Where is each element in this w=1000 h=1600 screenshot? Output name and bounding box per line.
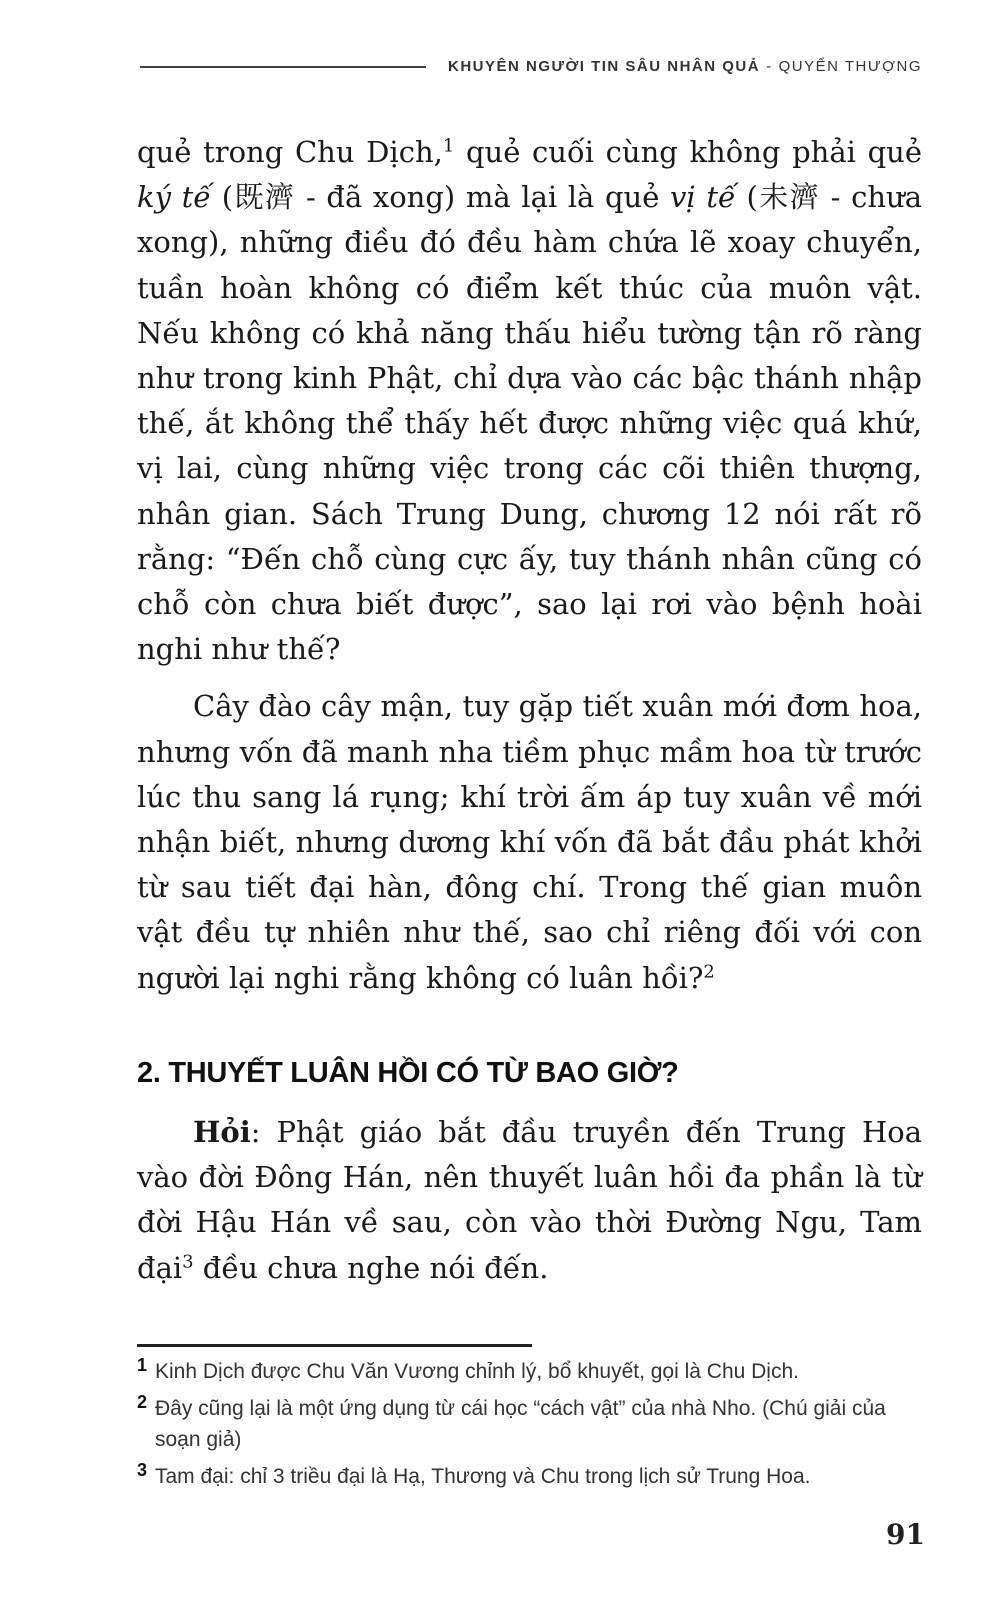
page-number: 91 [886,1518,925,1551]
header-rule [140,66,426,68]
footnote-3 [137,1461,937,1492]
paragraph-1 [137,130,922,672]
footnote-ref-1: 1 [442,135,455,157]
paragraph-3 [137,1110,922,1291]
para1-text-4: (未濟 - chưa xong), những điều đó đều hàm chứa lẽ xoay chuyển, tuần hoàn không có điểm kết thúc của muôn vật. Nếu không có khả năng thấu hiểu tường tận rõ ràng như trong kinh Phật, chỉ dựa vào các bậc thánh nhập thế, ắt không thể thấy hết được những việc quá khứ, vị lai, cùng những việc trong các cõi thiên thượng, nhân gian. Sách Trung Dung, chương 12 nói rất rõ rằng: “Đến chỗ cùng cực ấy, tuy thánh nhân cũng có chỗ còn chưa biết được”, sao lại rơi vào bệnh hoài nghi như thế? [137,180,922,667]
page-body [137,130,922,1291]
footnote-1 [137,1356,937,1387]
para1-text-2: quẻ cuối cùng không phải quẻ [454,135,922,169]
paragraph-2 [137,684,922,1000]
footnote-text: Đây cũng lại là một ứng dụng từ cái học “cách vật” của nhà Nho. (Chú giải của soạn giả) [155,1397,886,1451]
footnote-mark: 3 [137,1460,148,1480]
footnote-mark: 2 [137,1392,148,1412]
term-ky-te: ký tế [137,180,212,215]
footnote-ref-3: 3 [182,1251,194,1273]
para1-text-3: (既濟 - đã xong) mà lại là quẻ [211,180,671,215]
para2-text: Cây đào cây mận, tuy gặp tiết xuân mới đơm hoa, nhưng vốn đã manh nha tiềm phục mầm hoa từ trước lúc thu sang lá rụng; khí trời ấm áp tuy xuân về mới nhận biết, nhưng dương khí vốn đã bắt đầu phát khởi từ sau tiết đại hàn, đông chí. Trong thế gian muôn vật đều tự nhiên như thế, sao chỉ riêng đối với con người lại nghi rằng không có luân hồi? [137,689,922,995]
footnote-mark: 1 [137,1355,148,1375]
header-separator: - [766,58,773,75]
para3-tail: đều chưa nghe nói đến. [193,1250,549,1285]
question-label: Hỏi [193,1115,251,1150]
volume-title: QUYỂN THƯỢNG [778,58,922,75]
para3-text: : Phật giáo bắt đầu truyền đến Trung Hoa vào đời Đông Hán, nên thuyết luân hồi đa phần là từ đời Hậu Hán về sau, còn vào thời Đường Ngu, Tam đại [137,1115,922,1285]
para1-text-1: quẻ trong Chu Dịch, [137,135,443,169]
footnote-ref-2: 2 [703,961,715,982]
footnote-2 [137,1393,937,1455]
running-header [140,58,922,75]
term-vi-te: vị tế [670,180,736,215]
footnotes [137,1356,937,1498]
book-title: KHUYÊN NGƯỜI TIN SÂU NHÂN QUẢ [448,58,761,75]
section-heading: 2. THUYẾT LUÂN HỒI CÓ TỪ BAO GIỜ? [137,1056,679,1089]
footnote-text: Tam đại: chỉ 3 triều đại là Hạ, Thương và Chu trong lịch sử Trung Hoa. [155,1465,811,1488]
footnote-text: Kinh Dịch được Chu Văn Vương chỉnh lý, bổ khuyết, gọi là Chu Dịch. [155,1360,799,1383]
footnote-rule [137,1344,532,1347]
